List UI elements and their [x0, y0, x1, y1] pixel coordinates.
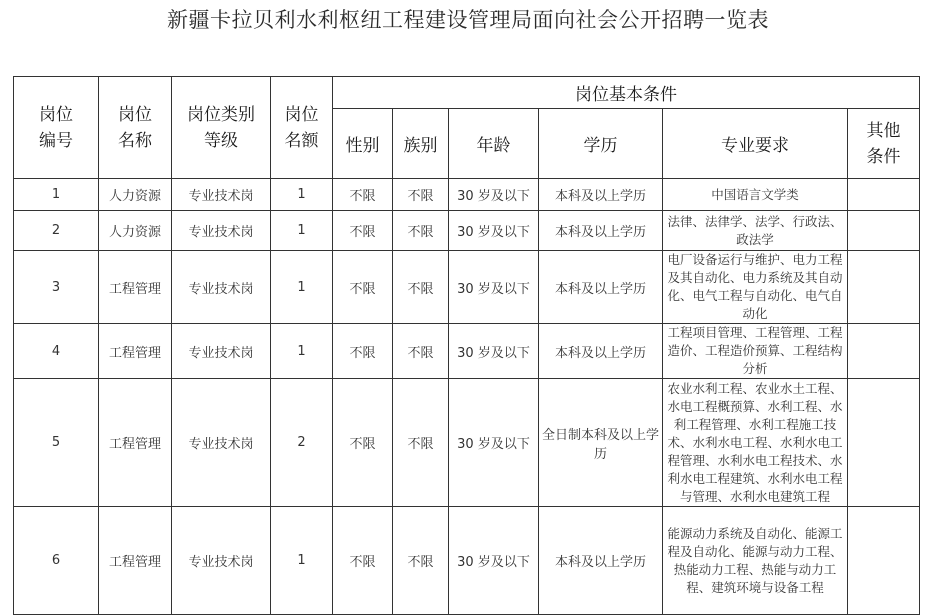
header-post-name: 岗位 名称	[99, 77, 172, 179]
cell-major: 工程项目管理、工程管理、工程造价、工程造价预算、工程结构分析	[663, 324, 848, 379]
cell-age: 30 岁及以下	[449, 324, 539, 379]
header-education: 学历	[539, 109, 663, 179]
cell-quota: 1	[271, 211, 333, 251]
cell-education: 本科及以上学历	[539, 251, 663, 324]
cell-no: 6	[14, 507, 99, 615]
cell-other	[848, 379, 920, 507]
header-gender: 性别	[333, 109, 393, 179]
cell-other	[848, 507, 920, 615]
cell-gender: 不限	[333, 324, 393, 379]
cell-ethnicity: 不限	[393, 251, 449, 324]
cell-no: 1	[14, 179, 99, 211]
cell-quota: 1	[271, 251, 333, 324]
table-row	[14, 211, 920, 251]
cell-age: 30 岁及以下	[449, 179, 539, 211]
cell-age: 30 岁及以下	[449, 379, 539, 507]
cell-category: 专业技术岗	[172, 507, 271, 615]
cell-ethnicity: 不限	[393, 507, 449, 615]
cell-major: 电厂设备运行与维护、电力工程及其自动化、电力系统及其自动化、电气工程与自动化、电气自动化	[663, 251, 848, 324]
header-basic-conditions: 岗位基本条件	[333, 77, 920, 109]
cell-major: 农业水利工程、农业水土工程、水电工程概预算、水利工程、水利工程管理、水利工程施工技术、水利水电工程、水利水电工程管理、水利水电工程技术、水利水电工程建筑、水利水电工程与管理、水利水电建筑工程	[663, 379, 848, 507]
cell-education: 本科及以上学历	[539, 324, 663, 379]
cell-other	[848, 211, 920, 251]
cell-education: 本科及以上学历	[539, 211, 663, 251]
cell-category: 专业技术岗	[172, 211, 271, 251]
cell-category: 专业技术岗	[172, 251, 271, 324]
cell-major: 中国语言文学类	[663, 179, 848, 211]
cell-category: 专业技术岗	[172, 324, 271, 379]
cell-name: 人力资源	[99, 211, 172, 251]
table-row	[14, 251, 920, 324]
header-category: 岗位类别 等级	[172, 77, 271, 179]
cell-other	[848, 251, 920, 324]
cell-other	[848, 179, 920, 211]
recruitment-table	[13, 76, 920, 615]
cell-name: 工程管理	[99, 379, 172, 507]
cell-gender: 不限	[333, 211, 393, 251]
header-post-no: 岗位 编号	[14, 77, 99, 179]
table-row	[14, 179, 920, 211]
page-title: 新疆卡拉贝利水利枢纽工程建设管理局面向社会公开招聘一览表	[167, 8, 769, 32]
header-major: 专业要求	[663, 109, 848, 179]
cell-major: 法律、法律学、法学、行政法、政法学	[663, 211, 848, 251]
table-row	[14, 324, 920, 379]
cell-no: 2	[14, 211, 99, 251]
cell-ethnicity: 不限	[393, 379, 449, 507]
table-row	[14, 379, 920, 507]
cell-no: 3	[14, 251, 99, 324]
cell-age: 30 岁及以下	[449, 251, 539, 324]
cell-quota: 2	[271, 379, 333, 507]
cell-education: 本科及以上学历	[539, 507, 663, 615]
cell-other	[848, 324, 920, 379]
cell-category: 专业技术岗	[172, 379, 271, 507]
cell-name: 人力资源	[99, 179, 172, 211]
cell-ethnicity: 不限	[393, 211, 449, 251]
cell-category: 专业技术岗	[172, 179, 271, 211]
cell-age: 30 岁及以下	[449, 211, 539, 251]
cell-gender: 不限	[333, 507, 393, 615]
cell-name: 工程管理	[99, 251, 172, 324]
header-quota: 岗位 名额	[271, 77, 333, 179]
header-other: 其他 条件	[848, 109, 920, 179]
cell-major: 能源动力系统及自动化、能源工程及自动化、能源与动力工程、热能动力工程、热能与动力工程、建筑环境与设备工程	[663, 507, 848, 615]
header-ethnicity: 族别	[393, 109, 449, 179]
cell-quota: 1	[271, 324, 333, 379]
cell-age: 30 岁及以下	[449, 507, 539, 615]
cell-quota: 1	[271, 179, 333, 211]
cell-no: 5	[14, 379, 99, 507]
table-row	[14, 507, 920, 615]
header-age: 年龄	[449, 109, 539, 179]
cell-gender: 不限	[333, 251, 393, 324]
cell-gender: 不限	[333, 379, 393, 507]
cell-no: 4	[14, 324, 99, 379]
cell-education: 全日制本科及以上学历	[539, 379, 663, 507]
cell-ethnicity: 不限	[393, 179, 449, 211]
cell-gender: 不限	[333, 179, 393, 211]
cell-name: 工程管理	[99, 507, 172, 615]
cell-name: 工程管理	[99, 324, 172, 379]
cell-quota: 1	[271, 507, 333, 615]
cell-ethnicity: 不限	[393, 324, 449, 379]
cell-education: 本科及以上学历	[539, 179, 663, 211]
